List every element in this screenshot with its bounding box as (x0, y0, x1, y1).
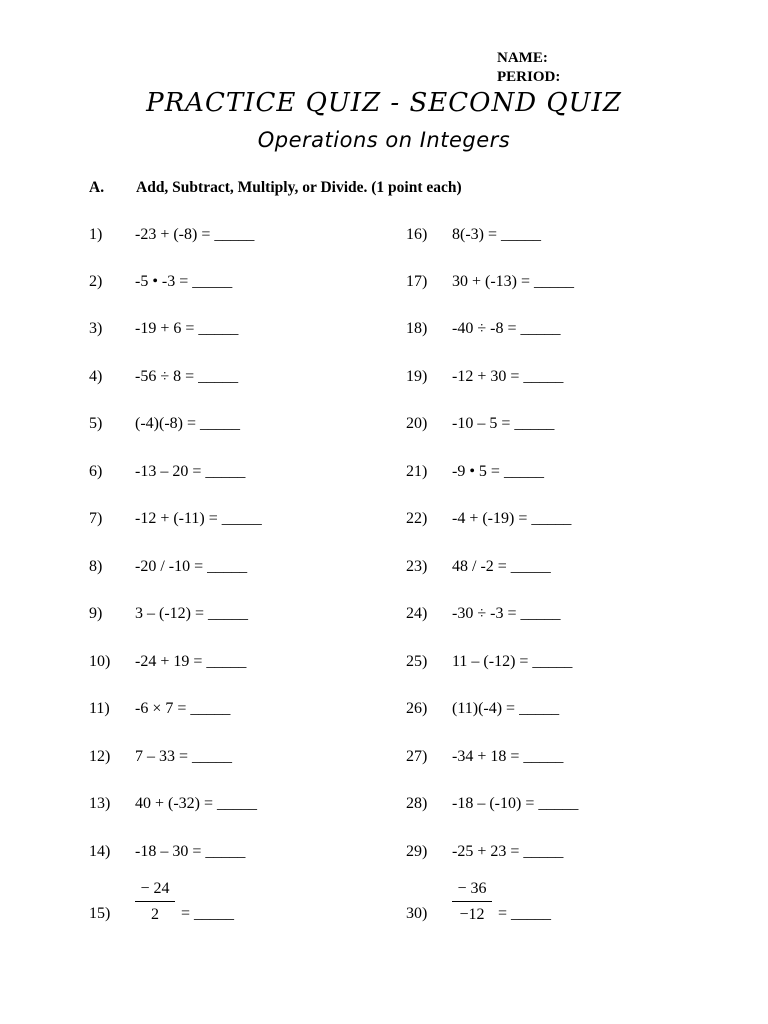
problem-number: 29) (406, 843, 428, 860)
problem-number: 9) (89, 605, 103, 622)
problem-expression: 8(-3) = _____ (452, 226, 542, 243)
problem-expression: 48 / -2 = _____ (452, 558, 551, 575)
fraction (452, 879, 492, 925)
problem-expression: -34 + 18 = _____ (452, 748, 564, 765)
problem-expression: -6 × 7 = _____ (135, 700, 231, 717)
problem-number: 3) (89, 320, 103, 337)
problem-number: 5) (89, 415, 103, 432)
problem-expression: (11)(-4) = _____ (452, 700, 560, 717)
section-letter: A. (89, 179, 105, 196)
page-title: PRACTICE QUIZ - SECOND QUIZ (146, 88, 622, 118)
problem-number: 1) (89, 226, 103, 243)
problem-number: 17) (406, 273, 428, 290)
problem-number: 25) (406, 653, 428, 670)
problem-expression: -24 + 19 = _____ (135, 653, 247, 670)
problem-expression: 3 – (-12) = _____ (135, 605, 249, 622)
problem-expression: -12 + (-11) = _____ (135, 510, 262, 527)
problem-expression: -19 + 6 = _____ (135, 320, 239, 337)
problem-answer-blank: = _____ (498, 905, 552, 922)
name-label: NAME: (497, 50, 548, 66)
fraction (135, 879, 175, 925)
problem-answer-blank: = _____ (181, 905, 235, 922)
problem-number: 28) (406, 795, 428, 812)
problem-number: 27) (406, 748, 428, 765)
problem-number: 18) (406, 320, 428, 337)
problem-expression: 11 – (-12) = _____ (452, 653, 573, 670)
problem-number: 15) (89, 905, 111, 922)
problem-number: 14) (89, 843, 111, 860)
problem-expression: -25 + 23 = _____ (452, 843, 564, 860)
fraction-bar (452, 901, 492, 902)
problem-number: 10) (89, 653, 111, 670)
problem-number: 13) (89, 795, 111, 812)
problem-expression: 40 + (-32) = _____ (135, 795, 258, 812)
problem-expression: -56 ÷ 8 = _____ (135, 368, 239, 385)
problem-number: 12) (89, 748, 111, 765)
problem-number: 6) (89, 463, 103, 480)
problem-number: 11) (89, 700, 110, 717)
problem-expression: (-4)(-8) = _____ (135, 415, 240, 432)
problem-expression: -9 • 5 = _____ (452, 463, 544, 480)
problem-number: 8) (89, 558, 103, 575)
student-info (497, 49, 560, 87)
problem-expression: -30 ÷ -3 = _____ (452, 605, 561, 622)
problem-number: 16) (406, 226, 428, 243)
problem-number: 21) (406, 463, 428, 480)
fraction-denominator: 2 (151, 906, 159, 923)
fraction-numerator: − 36 (457, 880, 487, 897)
problem-number: 23) (406, 558, 428, 575)
problem-number: 30) (406, 905, 428, 922)
problem-expression: -13 – 20 = _____ (135, 463, 246, 480)
fraction-numerator: − 24 (140, 880, 170, 897)
problem-expression: -40 ÷ -8 = _____ (452, 320, 561, 337)
problem-number: 26) (406, 700, 428, 717)
problem-number: 24) (406, 605, 428, 622)
problem-number: 20) (406, 415, 428, 432)
problem-expression: 30 + (-13) = _____ (452, 273, 575, 290)
problem-expression: -4 + (-19) = _____ (452, 510, 572, 527)
problem-expression: -20 / -10 = _____ (135, 558, 248, 575)
problem-expression: -18 – 30 = _____ (135, 843, 246, 860)
problem-number: 19) (406, 368, 428, 385)
problem-number: 4) (89, 368, 103, 385)
problem-number: 22) (406, 510, 428, 527)
problem-expression: -10 – 5 = _____ (452, 415, 555, 432)
section-instructions: Add, Subtract, Multiply, or Divide. (1 point each) (136, 179, 462, 196)
page-subtitle: Operations on Integers (257, 128, 511, 152)
fraction-bar (135, 901, 175, 902)
problem-expression: -12 + 30 = _____ (452, 368, 564, 385)
problem-number: 2) (89, 273, 103, 290)
problem-number: 7) (89, 510, 103, 527)
problem-expression: -23 + (-8) = _____ (135, 226, 255, 243)
period-label: PERIOD: (497, 69, 561, 85)
problem-expression: -5 • -3 = _____ (135, 273, 233, 290)
fraction-denominator: −12 (459, 906, 485, 923)
problem-expression: -18 – (-10) = _____ (452, 795, 579, 812)
problem-expression: 7 – 33 = _____ (135, 748, 233, 765)
